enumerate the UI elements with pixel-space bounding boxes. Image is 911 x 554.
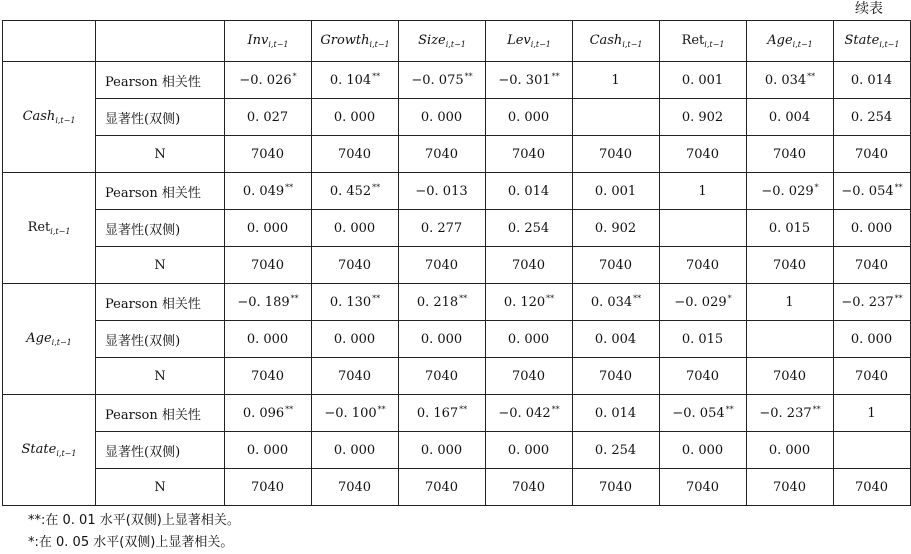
table-cell bbox=[573, 469, 660, 506]
cell-value: 7040 bbox=[511, 258, 546, 273]
significance-mark: ** bbox=[551, 405, 560, 414]
variable-subscript: i,t−1 bbox=[622, 40, 643, 49]
row-label: Pearson 相关性 bbox=[96, 284, 225, 321]
row-variable bbox=[3, 173, 96, 284]
table-cell bbox=[660, 358, 747, 395]
variable-name: Lev bbox=[507, 33, 531, 48]
table-row bbox=[3, 284, 911, 321]
table-cell bbox=[573, 432, 660, 469]
cell-value: 0. 015 bbox=[768, 221, 811, 236]
table-cell bbox=[225, 432, 312, 469]
cell-value: 0. 000 bbox=[333, 110, 376, 125]
cell-value: 7040 bbox=[250, 147, 285, 162]
cell-value: 0. 277 bbox=[420, 221, 463, 236]
table-cell bbox=[486, 284, 573, 321]
cell-value: −0. 237 bbox=[841, 295, 894, 310]
cell-value: 7040 bbox=[685, 369, 720, 384]
table-cell bbox=[399, 136, 486, 173]
table-cell bbox=[660, 173, 747, 210]
table-cell bbox=[573, 99, 660, 136]
variable-subscript: i,t−1 bbox=[704, 40, 725, 49]
table-cell bbox=[573, 210, 660, 247]
cell-value: 0. 000 bbox=[246, 443, 289, 458]
cell-value: 7040 bbox=[337, 480, 372, 495]
cell-value: 0. 104 bbox=[329, 73, 372, 88]
table-cell bbox=[660, 62, 747, 99]
row-label: N bbox=[96, 358, 225, 395]
row-label: 显著性(双侧) bbox=[96, 210, 225, 247]
table-cell bbox=[486, 358, 573, 395]
significance-mark: * bbox=[292, 72, 297, 81]
table-cell bbox=[486, 136, 573, 173]
column-header bbox=[399, 21, 486, 62]
cell-value: 0. 004 bbox=[768, 110, 811, 125]
table-cell bbox=[834, 136, 911, 173]
cell-value: 0. 000 bbox=[768, 443, 811, 458]
table-cell bbox=[834, 432, 911, 469]
table-row bbox=[3, 469, 911, 506]
table-cell bbox=[747, 173, 834, 210]
significance-mark: ** bbox=[807, 72, 816, 81]
variable-name: Growth bbox=[320, 33, 370, 48]
significance-mark: ** bbox=[633, 294, 642, 303]
table-cell bbox=[573, 321, 660, 358]
cell-value: 0. 027 bbox=[246, 110, 289, 125]
table-cell bbox=[573, 173, 660, 210]
variable-name: Age bbox=[767, 33, 793, 48]
header-row bbox=[3, 21, 911, 62]
cell-value: 7040 bbox=[772, 369, 807, 384]
table-cell bbox=[747, 62, 834, 99]
table-cell bbox=[834, 358, 911, 395]
cell-value: 0. 000 bbox=[333, 221, 376, 236]
table-cell bbox=[834, 469, 911, 506]
row-label: Pearson 相关性 bbox=[96, 395, 225, 432]
column-header bbox=[747, 21, 834, 62]
table-cell bbox=[225, 210, 312, 247]
cell-value: −0. 013 bbox=[415, 184, 468, 199]
row-label: 显著性(双侧) bbox=[96, 99, 225, 136]
variable-subscript: i,t−1 bbox=[530, 40, 551, 49]
table-row bbox=[3, 395, 911, 432]
table-row bbox=[3, 62, 911, 99]
significance-mark: ** bbox=[377, 405, 386, 414]
significance-mark: ** bbox=[894, 294, 903, 303]
table-cell bbox=[225, 395, 312, 432]
significance-mark: ** bbox=[285, 405, 294, 414]
variable-name: Inv bbox=[247, 33, 269, 48]
cell-value: 7040 bbox=[772, 480, 807, 495]
cell-value: 0. 130 bbox=[329, 295, 372, 310]
table-cell bbox=[399, 321, 486, 358]
cell-value: 7040 bbox=[511, 480, 546, 495]
cell-value: 0. 001 bbox=[681, 73, 724, 88]
table-cell bbox=[660, 321, 747, 358]
cell-value: 0. 452 bbox=[329, 184, 372, 199]
cell-value: 0. 000 bbox=[333, 443, 376, 458]
cell-value: 7040 bbox=[685, 147, 720, 162]
table-cell bbox=[834, 321, 911, 358]
cell-value: 0. 000 bbox=[420, 110, 463, 125]
table-cell bbox=[312, 136, 399, 173]
cell-value: 0. 000 bbox=[850, 332, 893, 347]
row-label: Pearson 相关性 bbox=[96, 62, 225, 99]
table-cell bbox=[573, 62, 660, 99]
table-cell bbox=[312, 173, 399, 210]
footnote-1: **:在 0. 01 水平(双侧)上显著相关。 bbox=[28, 513, 240, 528]
table-cell bbox=[747, 247, 834, 284]
table-cell bbox=[225, 173, 312, 210]
cell-value: 0. 000 bbox=[507, 110, 550, 125]
table-cell bbox=[225, 62, 312, 99]
table-cell bbox=[486, 62, 573, 99]
table-cell bbox=[660, 99, 747, 136]
cell-value: −0. 301 bbox=[498, 73, 551, 88]
cell-value: 7040 bbox=[511, 369, 546, 384]
cell-value: 7040 bbox=[854, 369, 889, 384]
table-row bbox=[3, 321, 911, 358]
cell-value: 7040 bbox=[598, 480, 633, 495]
cell-value: 0. 096 bbox=[242, 406, 285, 421]
table-row bbox=[3, 99, 911, 136]
cell-value: 0. 902 bbox=[594, 221, 637, 236]
cell-value: 1 bbox=[785, 295, 794, 310]
significance-mark: ** bbox=[372, 294, 381, 303]
correlation-table bbox=[2, 20, 911, 506]
cell-value: 0. 218 bbox=[416, 295, 459, 310]
table-cell bbox=[747, 469, 834, 506]
table-cell bbox=[660, 395, 747, 432]
table-cell bbox=[399, 358, 486, 395]
cell-value: 7040 bbox=[772, 147, 807, 162]
corner-cell bbox=[3, 21, 96, 62]
table-cell bbox=[747, 99, 834, 136]
table-cell bbox=[399, 62, 486, 99]
table-cell bbox=[225, 321, 312, 358]
variable-name: Ret bbox=[681, 33, 705, 48]
cell-value: 0. 034 bbox=[764, 73, 807, 88]
significance-mark: ** bbox=[551, 72, 560, 81]
table-row bbox=[3, 358, 911, 395]
table-cell bbox=[747, 210, 834, 247]
variable-name: State bbox=[844, 33, 880, 48]
table-cell bbox=[312, 432, 399, 469]
table-cell bbox=[747, 136, 834, 173]
table-cell bbox=[486, 321, 573, 358]
table-cell bbox=[312, 62, 399, 99]
cell-value: 7040 bbox=[598, 369, 633, 384]
table-cell bbox=[834, 173, 911, 210]
table-cell bbox=[312, 321, 399, 358]
table-cell bbox=[399, 284, 486, 321]
cell-value: 0. 004 bbox=[594, 332, 637, 347]
table-cell bbox=[660, 284, 747, 321]
table-cell bbox=[312, 395, 399, 432]
table-cell bbox=[747, 321, 834, 358]
table-cell bbox=[399, 99, 486, 136]
cell-value: 7040 bbox=[598, 258, 633, 273]
column-header bbox=[312, 21, 399, 62]
variable-name: Cash bbox=[22, 109, 56, 124]
row-label: 显著性(双侧) bbox=[96, 321, 225, 358]
table-cell bbox=[486, 173, 573, 210]
table-cell bbox=[312, 99, 399, 136]
table-cell bbox=[312, 210, 399, 247]
cell-value: 0. 000 bbox=[333, 332, 376, 347]
cell-value: 0. 000 bbox=[246, 221, 289, 236]
variable-name: Ret bbox=[27, 220, 51, 235]
cell-value: 0. 120 bbox=[503, 295, 546, 310]
table-cell bbox=[225, 358, 312, 395]
row-label: Pearson 相关性 bbox=[96, 173, 225, 210]
table-cell bbox=[747, 358, 834, 395]
column-header bbox=[573, 21, 660, 62]
table-cell bbox=[312, 247, 399, 284]
table-cell bbox=[660, 136, 747, 173]
significance-mark: ** bbox=[546, 294, 555, 303]
table-cell bbox=[486, 210, 573, 247]
cell-value: −0. 054 bbox=[672, 406, 725, 421]
table-row bbox=[3, 210, 911, 247]
table-cell bbox=[312, 358, 399, 395]
column-header bbox=[834, 21, 911, 62]
cell-value: 0. 167 bbox=[416, 406, 459, 421]
cell-value: 7040 bbox=[250, 369, 285, 384]
table-cell bbox=[660, 247, 747, 284]
variable-name: Age bbox=[26, 331, 52, 346]
cell-value: 1 bbox=[867, 406, 876, 421]
table-cell bbox=[573, 358, 660, 395]
row-label: N bbox=[96, 247, 225, 284]
variable-subscript: i,t−1 bbox=[51, 338, 72, 347]
table-cell bbox=[225, 284, 312, 321]
cell-value: 0. 049 bbox=[242, 184, 285, 199]
variable-name: Size bbox=[418, 33, 446, 48]
column-header bbox=[225, 21, 312, 62]
cell-value: 7040 bbox=[511, 147, 546, 162]
table-cell bbox=[747, 284, 834, 321]
cell-value: 0. 000 bbox=[850, 221, 893, 236]
cell-value: 0. 015 bbox=[681, 332, 724, 347]
significance-mark: ** bbox=[894, 183, 903, 192]
significance-mark: ** bbox=[459, 294, 468, 303]
cell-value: −0. 054 bbox=[841, 184, 894, 199]
table-cell bbox=[486, 99, 573, 136]
cell-value: 0. 014 bbox=[850, 73, 893, 88]
table-row bbox=[3, 173, 911, 210]
column-header bbox=[660, 21, 747, 62]
table-cell bbox=[747, 395, 834, 432]
significance-mark: ** bbox=[372, 183, 381, 192]
table-cell bbox=[225, 136, 312, 173]
cell-value: 7040 bbox=[424, 369, 459, 384]
column-header bbox=[486, 21, 573, 62]
row-label: 显著性(双侧) bbox=[96, 432, 225, 469]
cell-value: 7040 bbox=[772, 258, 807, 273]
table-cell bbox=[573, 247, 660, 284]
cell-value: 7040 bbox=[598, 147, 633, 162]
cell-value: 0. 254 bbox=[850, 110, 893, 125]
table-cell bbox=[399, 247, 486, 284]
variable-subscript: i,t−1 bbox=[369, 40, 390, 49]
significance-mark: * bbox=[727, 294, 732, 303]
footnote-2: *:在 0. 05 水平(双侧)上显著相关。 bbox=[28, 535, 234, 550]
cell-value: −0. 029 bbox=[674, 295, 727, 310]
cell-value: 0. 000 bbox=[681, 443, 724, 458]
variable-subscript: i,t−1 bbox=[50, 227, 71, 236]
table-cell bbox=[834, 395, 911, 432]
row-label: N bbox=[96, 136, 225, 173]
cell-value: 7040 bbox=[854, 480, 889, 495]
variable-name: State bbox=[21, 442, 57, 457]
cell-value: −0. 189 bbox=[237, 295, 290, 310]
table-row bbox=[3, 432, 911, 469]
cell-value: 7040 bbox=[424, 480, 459, 495]
cell-value: 7040 bbox=[424, 147, 459, 162]
variable-name: Cash bbox=[589, 33, 623, 48]
table-cell bbox=[225, 247, 312, 284]
cell-value: 7040 bbox=[337, 369, 372, 384]
row-label: N bbox=[96, 469, 225, 506]
significance-mark: ** bbox=[372, 72, 381, 81]
table-cell bbox=[312, 469, 399, 506]
table-cell bbox=[660, 432, 747, 469]
cell-value: −0. 100 bbox=[324, 406, 377, 421]
cell-value: 0. 902 bbox=[681, 110, 724, 125]
table-cell bbox=[834, 284, 911, 321]
table-cell bbox=[834, 247, 911, 284]
table-cell bbox=[399, 173, 486, 210]
significance-mark: ** bbox=[290, 294, 299, 303]
cell-value: 7040 bbox=[250, 480, 285, 495]
table-cell bbox=[834, 99, 911, 136]
cell-value: −0. 026 bbox=[239, 73, 292, 88]
table-cell bbox=[399, 210, 486, 247]
table-cell bbox=[225, 99, 312, 136]
table-cell bbox=[486, 247, 573, 284]
cell-value: 7040 bbox=[685, 258, 720, 273]
corner-cell bbox=[96, 21, 225, 62]
cell-value: 7040 bbox=[424, 258, 459, 273]
table-cell bbox=[747, 432, 834, 469]
cell-value: 0. 000 bbox=[420, 443, 463, 458]
cell-value: −0. 237 bbox=[759, 406, 812, 421]
variable-subscript: i,t−1 bbox=[792, 40, 813, 49]
table-cell bbox=[573, 284, 660, 321]
table-cell bbox=[399, 469, 486, 506]
significance-mark: ** bbox=[285, 183, 294, 192]
cell-value: −0. 075 bbox=[411, 73, 464, 88]
cell-value: 0. 000 bbox=[246, 332, 289, 347]
cell-value: 7040 bbox=[854, 147, 889, 162]
table-cell bbox=[486, 469, 573, 506]
table-cell bbox=[225, 469, 312, 506]
table-cell bbox=[834, 62, 911, 99]
significance-mark: ** bbox=[725, 405, 734, 414]
variable-subscript: i,t−1 bbox=[879, 40, 900, 49]
significance-mark: ** bbox=[464, 72, 473, 81]
cell-value: 7040 bbox=[337, 258, 372, 273]
cell-value: 0. 000 bbox=[507, 332, 550, 347]
table-cell bbox=[573, 395, 660, 432]
row-variable bbox=[3, 284, 96, 395]
table-row bbox=[3, 136, 911, 173]
cell-value: 7040 bbox=[854, 258, 889, 273]
table-cell bbox=[399, 432, 486, 469]
cell-value: 0. 254 bbox=[594, 443, 637, 458]
significance-mark: * bbox=[814, 183, 819, 192]
row-variable bbox=[3, 62, 96, 173]
cell-value: 7040 bbox=[337, 147, 372, 162]
cell-value: −0. 029 bbox=[761, 184, 814, 199]
table-cell bbox=[573, 136, 660, 173]
table-cell bbox=[399, 395, 486, 432]
cell-value: 0. 034 bbox=[590, 295, 633, 310]
cell-value: 0. 014 bbox=[594, 406, 637, 421]
table-cell bbox=[660, 210, 747, 247]
variable-subscript: i,t−1 bbox=[55, 116, 76, 125]
row-variable bbox=[3, 395, 96, 506]
table-cell bbox=[660, 469, 747, 506]
table-cell bbox=[312, 284, 399, 321]
cell-value: 7040 bbox=[685, 480, 720, 495]
cell-value: 0. 000 bbox=[420, 332, 463, 347]
variable-subscript: i,t−1 bbox=[56, 449, 77, 458]
variable-subscript: i,t−1 bbox=[268, 40, 289, 49]
significance-mark: ** bbox=[812, 405, 821, 414]
table-cell bbox=[486, 432, 573, 469]
table-cell bbox=[486, 395, 573, 432]
cell-value: −0. 042 bbox=[498, 406, 551, 421]
cell-value: 0. 001 bbox=[594, 184, 637, 199]
continued-label: 续表 bbox=[855, 1, 883, 17]
significance-mark: ** bbox=[459, 405, 468, 414]
table-row bbox=[3, 247, 911, 284]
cell-value: 0. 254 bbox=[507, 221, 550, 236]
cell-value: 1 bbox=[611, 73, 620, 88]
table-cell bbox=[834, 210, 911, 247]
cell-value: 1 bbox=[698, 184, 707, 199]
cell-value: 7040 bbox=[250, 258, 285, 273]
cell-value: 0. 000 bbox=[507, 443, 550, 458]
variable-subscript: i,t−1 bbox=[445, 40, 466, 49]
cell-value: 0. 014 bbox=[507, 184, 550, 199]
